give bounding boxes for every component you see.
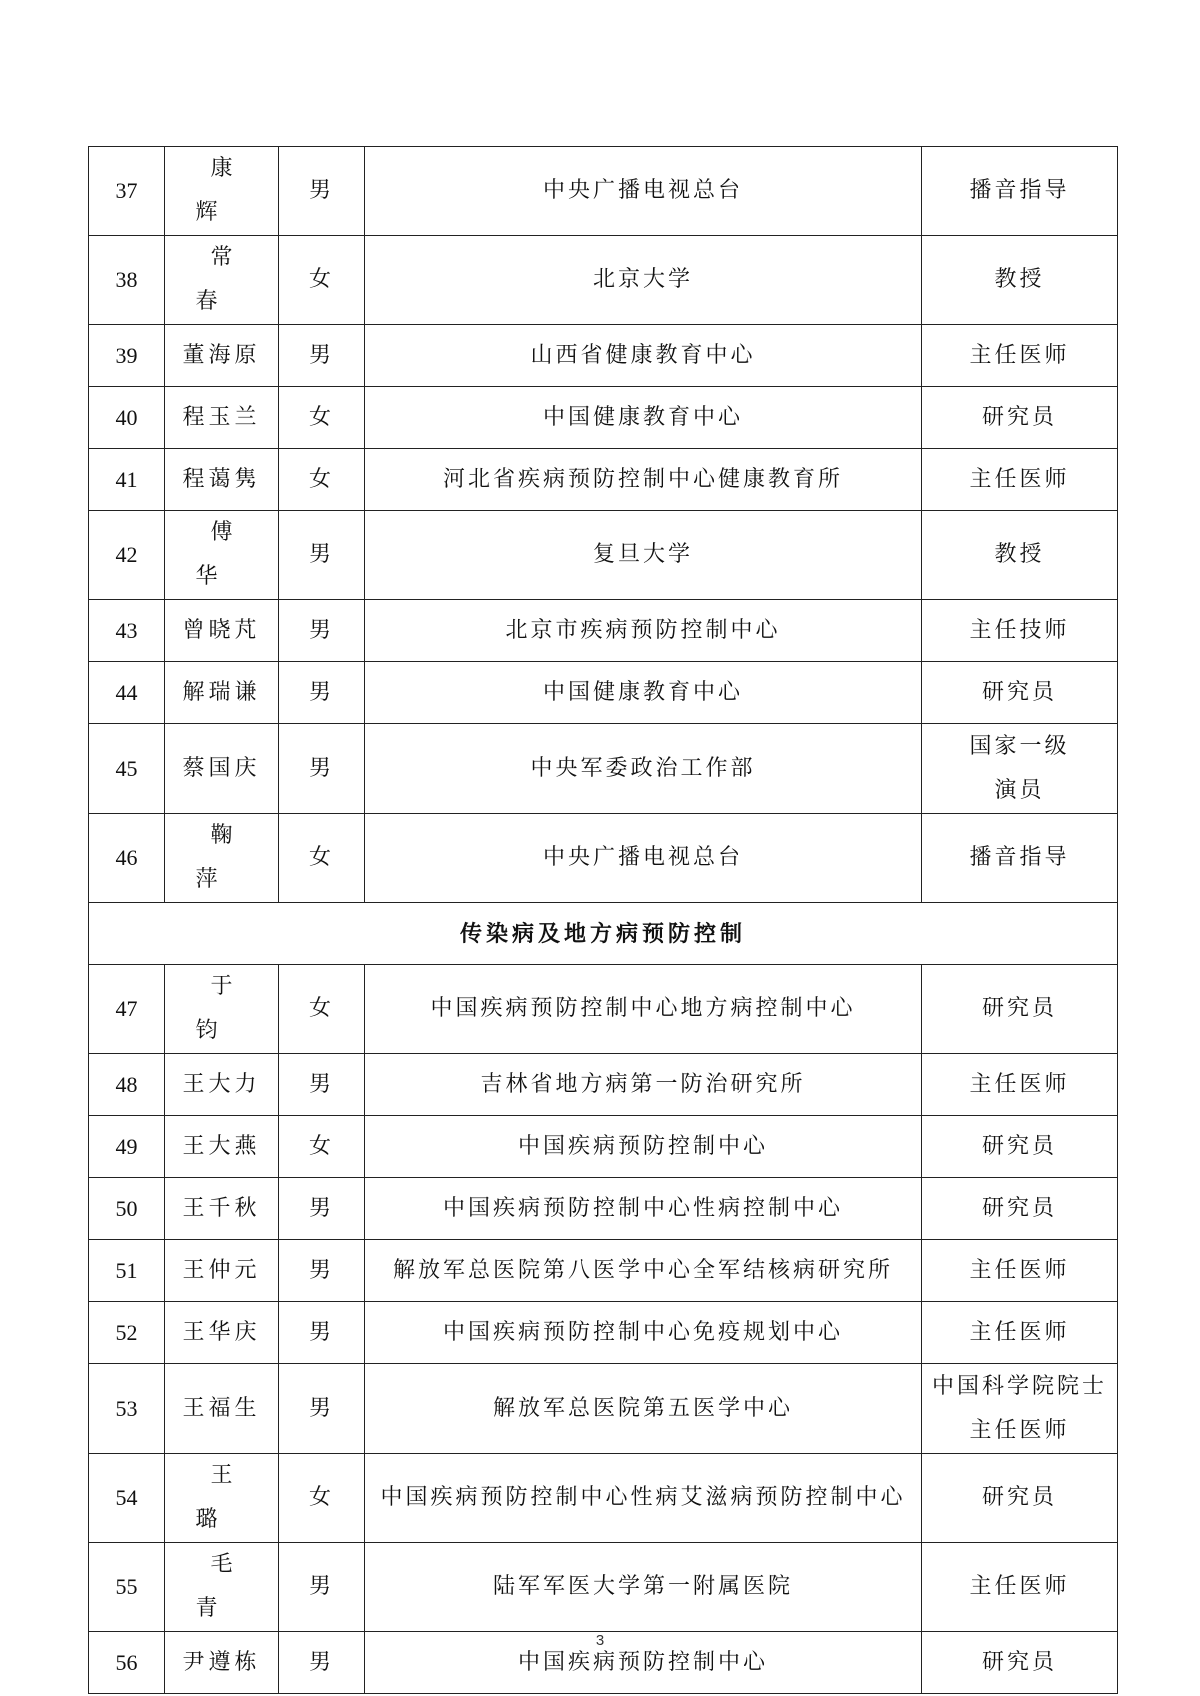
table-row — [89, 1454, 1118, 1543]
person-organization: 中国疾病预防控制中心性病控制中心 — [365, 1178, 922, 1240]
person-organization: 北京大学 — [365, 236, 922, 325]
table-row — [89, 814, 1118, 903]
table-row — [89, 600, 1118, 662]
person-name: 董海原 — [165, 325, 279, 387]
person-name: 程蔼隽 — [165, 449, 279, 511]
row-number: 38 — [89, 236, 165, 325]
person-title-line: 研究员 — [981, 1485, 1057, 1510]
person-title-line: 研究员 — [981, 1649, 1057, 1675]
person-title-line: 研究员 — [981, 404, 1057, 430]
person-name: 毛 青 — [165, 1543, 279, 1632]
table-row — [89, 1364, 1118, 1454]
row-number: 54 — [89, 1454, 165, 1543]
table-row — [89, 1240, 1118, 1302]
person-organization: 中国健康教育中心 — [365, 662, 922, 724]
row-number: 41 — [89, 449, 165, 511]
table-row — [89, 1116, 1118, 1178]
person-organization: 解放军总医院第八医学中心全军结核病研究所 — [365, 1240, 922, 1302]
person-gender: 女 — [279, 1454, 365, 1543]
person-organization: 中国疾病预防控制中心地方病控制中心 — [365, 965, 922, 1054]
person-name: 尹遵栋 — [165, 1632, 279, 1694]
row-number: 46 — [89, 814, 165, 903]
row-number: 48 — [89, 1054, 165, 1116]
person-title-line: 主任医师 — [969, 1574, 1070, 1599]
person-title-line: 教授 — [994, 267, 1045, 292]
person-title — [922, 147, 1118, 236]
person-title — [922, 1364, 1118, 1454]
person-title — [922, 236, 1118, 325]
person-organization: 中国疾病预防控制中心 — [365, 1116, 922, 1178]
table-row — [89, 387, 1118, 449]
table-row — [89, 1178, 1118, 1240]
person-gender: 男 — [279, 1240, 365, 1302]
person-name: 蔡国庆 — [165, 724, 279, 814]
person-gender: 男 — [279, 1632, 365, 1694]
person-title-line: 研究员 — [981, 679, 1057, 705]
person-name: 康 辉 — [165, 147, 279, 236]
person-gender: 女 — [279, 814, 365, 903]
person-name: 王千秋 — [165, 1178, 279, 1240]
person-organization: 中国疾病预防控制中心 — [365, 1632, 922, 1694]
person-name: 王华庆 — [165, 1302, 279, 1364]
person-title-line: 主任医师 — [969, 466, 1070, 492]
person-title-line: 主任医师 — [969, 1071, 1070, 1097]
person-gender: 男 — [279, 147, 365, 236]
row-number: 40 — [89, 387, 165, 449]
person-name: 程玉兰 — [165, 387, 279, 449]
person-title — [922, 1454, 1118, 1543]
person-title-line: 研究员 — [981, 1195, 1057, 1221]
person-gender: 女 — [279, 387, 365, 449]
section-heading-row — [89, 903, 1118, 965]
table-row — [89, 1302, 1118, 1364]
person-organization: 河北省疾病预防控制中心健康教育所 — [365, 449, 922, 511]
person-gender: 男 — [279, 1178, 365, 1240]
person-gender: 男 — [279, 600, 365, 662]
person-title — [922, 724, 1118, 814]
person-organization: 中央广播电视总台 — [365, 814, 922, 903]
person-title — [922, 449, 1118, 511]
person-organization: 山西省健康教育中心 — [365, 325, 922, 387]
person-title — [922, 1178, 1118, 1240]
person-title-line: 播音指导 — [969, 845, 1070, 870]
person-gender: 女 — [279, 449, 365, 511]
table-row — [89, 662, 1118, 724]
person-gender: 男 — [279, 325, 365, 387]
person-title — [922, 387, 1118, 449]
person-title-line: 中国科学院院士 — [931, 1373, 1107, 1399]
row-number: 53 — [89, 1364, 165, 1454]
person-gender: 女 — [279, 965, 365, 1054]
person-name: 王福生 — [165, 1364, 279, 1454]
person-title — [922, 965, 1118, 1054]
person-title-line: 主任医师 — [969, 342, 1070, 368]
person-gender: 男 — [279, 511, 365, 600]
person-name: 王大力 — [165, 1054, 279, 1116]
person-title-line: 主任医师 — [969, 1417, 1070, 1443]
person-title-line: 研究员 — [981, 1133, 1057, 1159]
person-organization: 中国疾病预防控制中心免疫规划中心 — [365, 1302, 922, 1364]
person-gender: 男 — [279, 1364, 365, 1454]
person-gender: 男 — [279, 1543, 365, 1632]
row-number: 44 — [89, 662, 165, 724]
row-number: 39 — [89, 325, 165, 387]
person-title — [922, 600, 1118, 662]
person-name: 解瑞谦 — [165, 662, 279, 724]
person-title — [922, 511, 1118, 600]
row-number: 56 — [89, 1632, 165, 1694]
person-organization: 中国疾病预防控制中心性病艾滋病预防控制中心 — [365, 1454, 922, 1543]
person-title — [922, 325, 1118, 387]
person-title — [922, 1240, 1118, 1302]
row-number: 52 — [89, 1302, 165, 1364]
person-organization: 陆军军医大学第一附属医院 — [365, 1543, 922, 1632]
person-title-line: 主任医师 — [969, 1319, 1070, 1345]
person-name: 于 钧 — [165, 965, 279, 1054]
table-row — [89, 1054, 1118, 1116]
row-number: 47 — [89, 965, 165, 1054]
table-row — [89, 147, 1118, 236]
person-title-line: 研究员 — [981, 996, 1057, 1021]
person-gender: 男 — [279, 662, 365, 724]
person-organization: 复旦大学 — [365, 511, 922, 600]
person-name: 王仲元 — [165, 1240, 279, 1302]
person-title-line: 教授 — [994, 542, 1045, 567]
person-gender: 男 — [279, 724, 365, 814]
person-name: 王 璐 — [165, 1454, 279, 1543]
person-gender: 女 — [279, 1116, 365, 1178]
person-gender: 女 — [279, 236, 365, 325]
person-name: 曾晓芃 — [165, 600, 279, 662]
roster-body — [89, 147, 1118, 1694]
row-number: 45 — [89, 724, 165, 814]
person-title-line: 播音指导 — [969, 178, 1070, 203]
person-title — [922, 814, 1118, 903]
person-organization: 北京市疾病预防控制中心 — [365, 600, 922, 662]
person-title-line: 国家一级 — [969, 733, 1070, 759]
person-name: 鞠 萍 — [165, 814, 279, 903]
table-row — [89, 236, 1118, 325]
person-name: 王大燕 — [165, 1116, 279, 1178]
page-number: 3 — [595, 1632, 605, 1649]
table-row — [89, 1543, 1118, 1632]
row-number: 37 — [89, 147, 165, 236]
table-row — [89, 325, 1118, 387]
person-organization: 吉林省地方病第一防治研究所 — [365, 1054, 922, 1116]
table-row — [89, 449, 1118, 511]
person-title — [922, 1543, 1118, 1632]
expert-roster-table — [88, 146, 1118, 1694]
person-title — [922, 1302, 1118, 1364]
row-number: 55 — [89, 1543, 165, 1632]
person-gender: 男 — [279, 1054, 365, 1116]
person-title-line: 主任医师 — [969, 1257, 1070, 1283]
person-title-line: 主任技师 — [969, 617, 1070, 643]
table-row — [89, 724, 1118, 814]
row-number: 42 — [89, 511, 165, 600]
person-title-line: 演员 — [994, 777, 1045, 803]
row-number: 50 — [89, 1178, 165, 1240]
person-organization: 中央广播电视总台 — [365, 147, 922, 236]
person-title — [922, 1116, 1118, 1178]
person-name: 常 春 — [165, 236, 279, 325]
section-heading: 传染病及地方病预防控制 — [89, 903, 1118, 965]
row-number: 51 — [89, 1240, 165, 1302]
person-organization: 解放军总医院第五医学中心 — [365, 1364, 922, 1454]
table-row — [89, 511, 1118, 600]
row-number: 49 — [89, 1116, 165, 1178]
person-title — [922, 1054, 1118, 1116]
person-name: 傅 华 — [165, 511, 279, 600]
row-number: 43 — [89, 600, 165, 662]
person-organization: 中国健康教育中心 — [365, 387, 922, 449]
person-title — [922, 662, 1118, 724]
table-row — [89, 965, 1118, 1054]
person-organization: 中央军委政治工作部 — [365, 724, 922, 814]
person-gender: 男 — [279, 1302, 365, 1364]
